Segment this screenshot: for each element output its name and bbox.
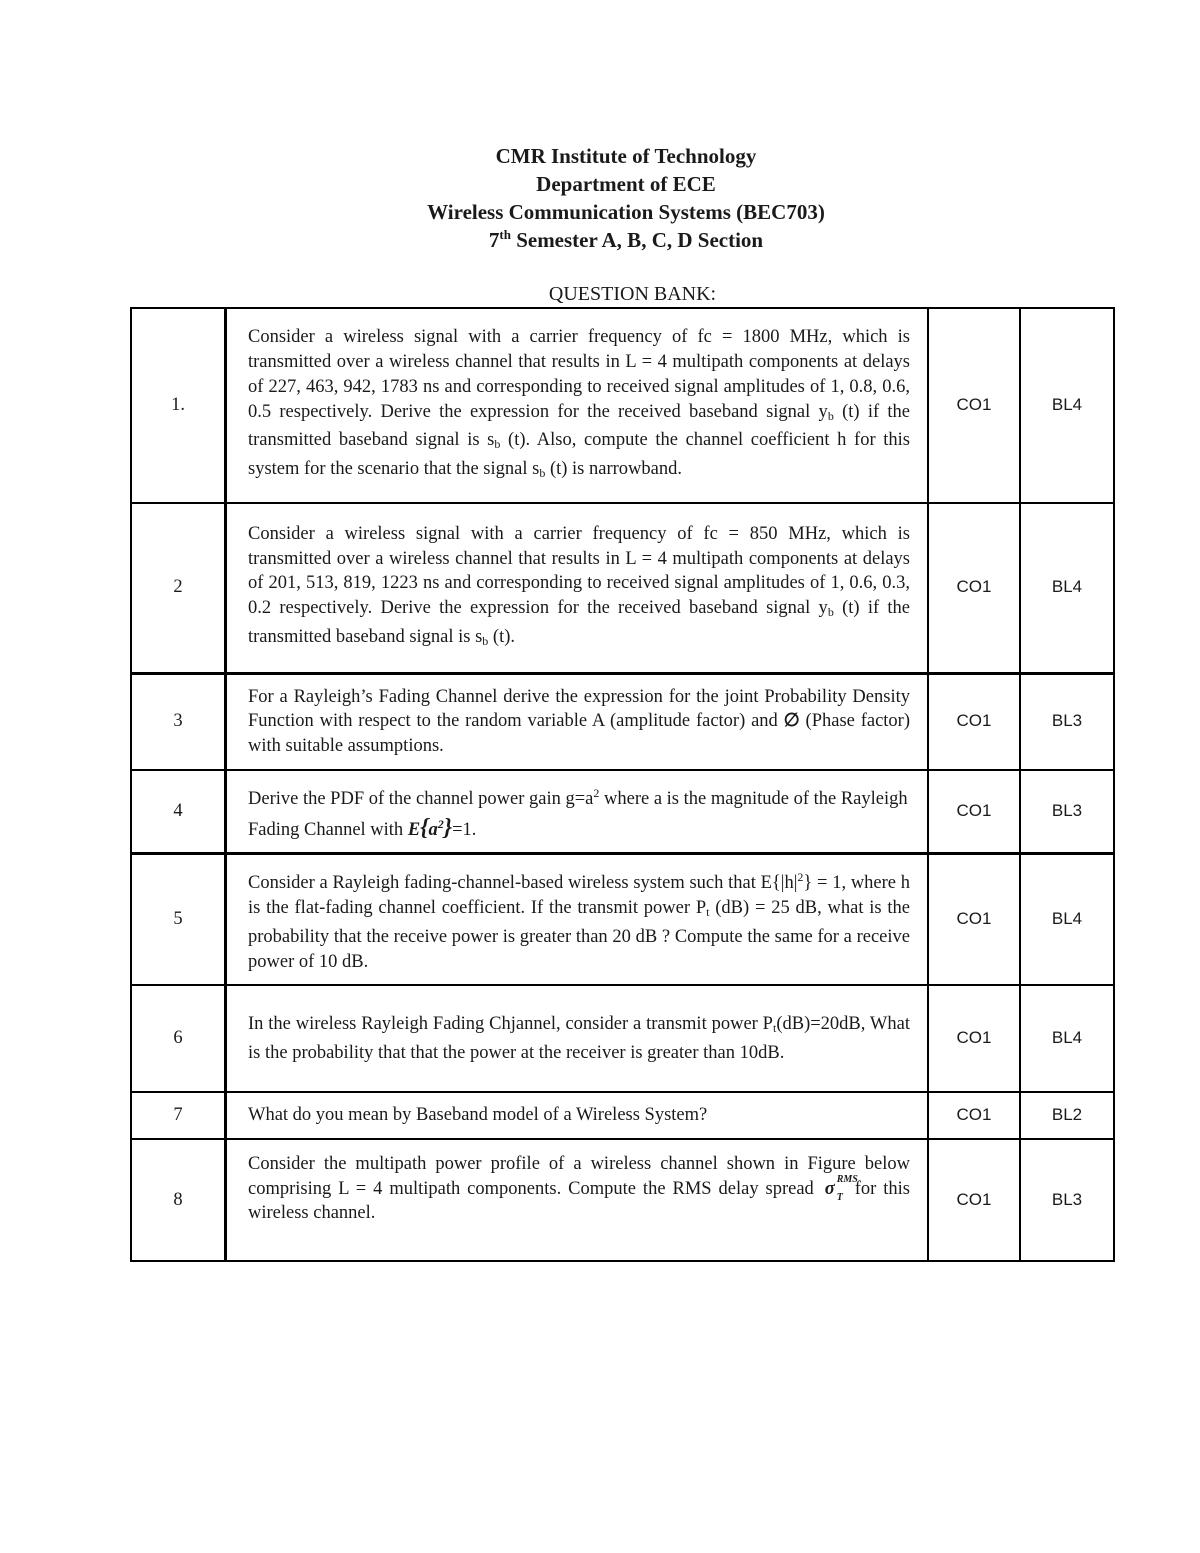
blooms-level: BL3 — [1020, 673, 1114, 770]
question-number: 8 — [131, 1139, 226, 1261]
question-text: Consider a Rayleigh fading-channel-based wireless system such that $E\{|h|^2\} = 1$, where h is the flat-fading channel coefficient. If the transmit power $P_t$ (dB) = 25 dB, what is the probability that the receive power is greater than 20 dB ? Compute the same for a receive power of 10 dB. — [226, 854, 929, 985]
blooms-level: BL4 — [1020, 503, 1114, 673]
table-row — [131, 503, 1114, 673]
course-outcome: CO1 — [928, 673, 1020, 770]
blooms-level: BL3 — [1020, 770, 1114, 854]
blooms-level: BL4 — [1020, 308, 1114, 503]
question-number: 6 — [131, 985, 226, 1092]
course-outcome: CO1 — [928, 770, 1020, 854]
question-text: Consider the multipath power profile of a wireless channel shown in Figure below comprising L = 4 multipath components. Compute the RMS delay spread σ RMS T for this wireless channel. — [226, 1139, 929, 1261]
institute-name: CMR Institute of Technology — [495, 144, 757, 168]
course-outcome: CO1 — [928, 503, 1020, 673]
question-text: Derive the PDF of the channel power gain $g=a^2$ where a is the magnitude of the Rayleigh Fading Channel with $E\{a^2\}=1$. — [226, 770, 929, 854]
table-row — [131, 308, 1114, 503]
question-text: What do you mean by Baseband model of a Wireless System? — [226, 1092, 929, 1139]
course-outcome: CO1 — [928, 308, 1020, 503]
blooms-level: BL3 — [1020, 1139, 1114, 1261]
question-number: 7 — [131, 1092, 226, 1139]
rms-delay-spread-symbol: σ RMS T — [824, 1173, 858, 1203]
blooms-level: BL4 — [1020, 854, 1114, 985]
question-text: Consider a wireless signal with a carrier frequency of fc = 850 MHz, which is transmitted over a wireless channel that results in L = 4 multipath components at delays of 201, 513, 819, 1223 ns and corresponding to received signal amplitudes of 1, 0.6, 0.3, 0.2 respectively. Derive the expression for the received baseband signal $y_b$ (t) if the transmitted baseband signal is $s_b$ (t). — [226, 503, 929, 673]
expectation-formula: $E\{a^2\}$ — [407, 814, 453, 841]
table-row — [131, 854, 1114, 985]
question-number: 1. — [131, 308, 226, 503]
table-row — [131, 770, 1114, 854]
course-outcome: CO1 — [928, 854, 1020, 985]
question-number: 5 — [131, 854, 226, 985]
table-row — [131, 673, 1114, 770]
course-outcome: CO1 — [928, 1139, 1020, 1261]
question-number: 3 — [131, 673, 226, 770]
question-text: For a Rayleigh’s Fading Channel derive the expression for the joint Probability Density Function with respect to the random variable A (amplitude factor) and ∅ (Phase factor) with suitable assumptions. — [226, 673, 929, 770]
blooms-level: BL4 — [1020, 985, 1114, 1092]
table-row — [131, 1092, 1114, 1139]
department-name: Department of ECE — [536, 172, 716, 196]
course-title: Wireless Communication Systems (BEC703) — [427, 200, 825, 224]
question-table — [130, 307, 1115, 1262]
course-outcome: CO1 — [928, 985, 1020, 1092]
phi-symbol: ∅ — [783, 711, 800, 732]
question-number: 2 — [131, 503, 226, 673]
blooms-level: BL2 — [1020, 1092, 1114, 1139]
course-outcome: CO1 — [928, 1092, 1020, 1139]
question-bank-title: QUESTION BANK: — [548, 283, 717, 305]
question-number: 4 — [131, 770, 226, 854]
semester-line: 7th Semester A, B, C, D Section — [488, 227, 764, 252]
question-text: In the wireless Rayleigh Fading Chjannel, consider a transmit power $P_t(dB)=20dB$, What is the probability that that the power at the receiver is greater than 10dB. — [226, 985, 929, 1092]
document-header — [0, 142, 1200, 254]
table-row — [131, 985, 1114, 1092]
question-text: Consider a wireless signal with a carrier frequency of fc = 1800 MHz, which is transmitted over a wireless channel that results in L = 4 multipath components at delays of 227, 463, 942, 1783 ns and corresponding to received signal amplitudes of 1, 0.8, 0.6, 0.5 respectively. Derive the expression for the received baseband signal $y_b$ (t) if the transmitted baseband signal is $s_b$ (t). Also, compute the channel coefficient h for this system for the scenario that the signal $s_b$ (t) is narrowband. — [226, 308, 929, 503]
table-row — [131, 1139, 1114, 1261]
